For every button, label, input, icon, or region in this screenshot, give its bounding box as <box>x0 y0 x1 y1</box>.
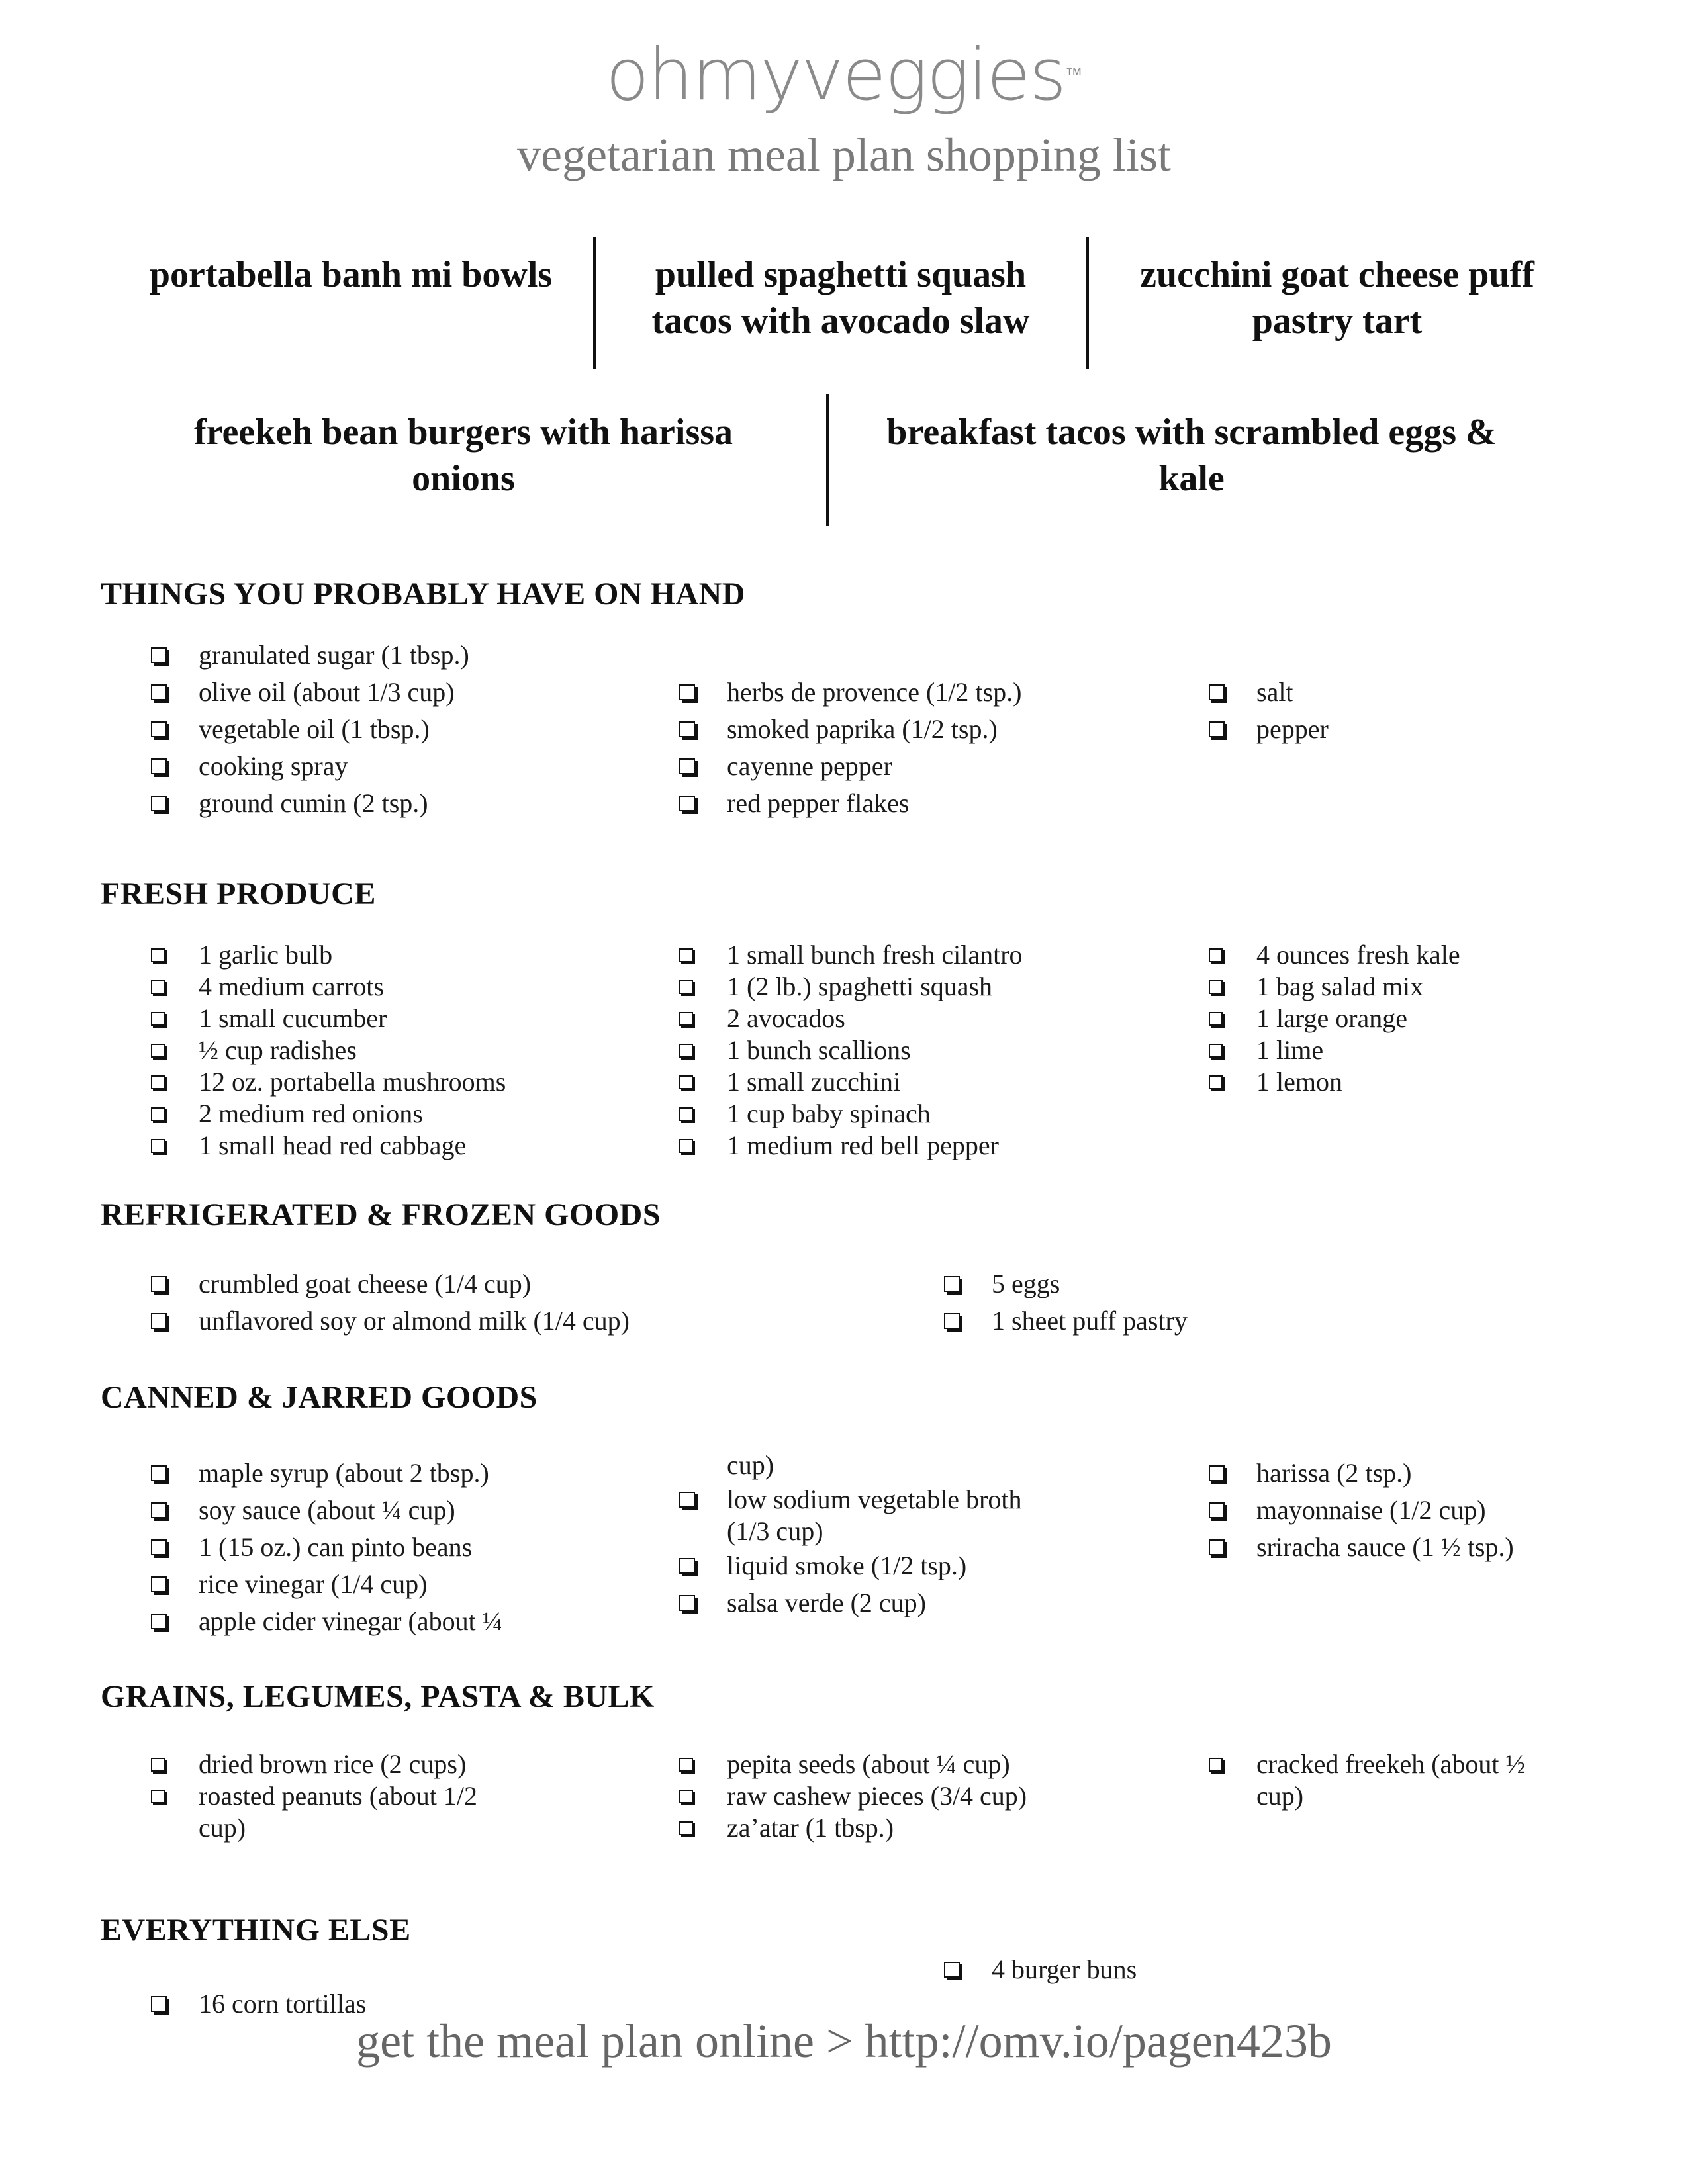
divider <box>826 394 829 526</box>
item-label: 1 (15 oz.) can pinto beans <box>199 1532 473 1562</box>
checkbox[interactable] <box>151 1139 165 1153</box>
checkbox[interactable] <box>1209 1012 1223 1026</box>
list-item <box>101 1492 630 1529</box>
canned-column-3 <box>1158 1455 1688 1566</box>
item-label: 4 medium carrots <box>199 972 384 1001</box>
checkbox[interactable] <box>679 796 695 811</box>
item-label: unflavored soy or almond milk (1/4 cup) <box>199 1306 630 1336</box>
item-label: salsa verde (2 cup) <box>727 1588 926 1617</box>
item-label: 1 small bunch fresh cilantro <box>727 940 1023 970</box>
checkbox[interactable] <box>679 948 693 962</box>
checkbox[interactable] <box>151 1502 167 1518</box>
meal-title: portabella banh mi bowls <box>149 254 553 295</box>
item-label: pepita seeds (about ¼ cup) <box>727 1749 1010 1779</box>
checkbox[interactable] <box>679 758 695 774</box>
checkbox[interactable] <box>151 1012 165 1026</box>
checkbox[interactable] <box>679 684 695 700</box>
list-item <box>629 1003 1158 1034</box>
list-item <box>101 1098 630 1130</box>
item-label: 4 burger buns <box>992 1954 1137 1984</box>
checkbox[interactable] <box>151 980 165 994</box>
list-item <box>101 1302 829 1340</box>
list-item <box>629 785 1158 822</box>
checkbox[interactable] <box>944 1313 960 1329</box>
list-item <box>1158 1034 1688 1066</box>
item-label: 2 avocados <box>727 1003 845 1033</box>
checkbox[interactable] <box>151 1996 167 2012</box>
item-label: 16 corn tortillas <box>199 1989 367 2019</box>
checkbox[interactable] <box>151 1758 165 1772</box>
list-item <box>894 1951 1423 1988</box>
checkbox[interactable] <box>679 721 695 737</box>
checkbox[interactable] <box>151 1790 165 1803</box>
list-item-continuation: cup) <box>1256 1781 1304 1811</box>
divider <box>1086 237 1089 369</box>
section-heading: CANNED & JARRED GOODS <box>101 1380 538 1415</box>
list-item <box>101 1566 630 1603</box>
list-item <box>101 1265 829 1302</box>
item-label: 1 lime <box>1256 1035 1324 1065</box>
list-item <box>629 1780 1158 1812</box>
list-item <box>629 674 1158 711</box>
list-item <box>101 674 630 711</box>
list-item <box>101 939 630 971</box>
item-label: granulated sugar (1 tbsp.) <box>199 640 469 670</box>
checkbox[interactable] <box>1209 1758 1223 1772</box>
list-item <box>629 1484 1158 1516</box>
item-label: 1 small head red cabbage <box>199 1130 467 1160</box>
list-item <box>1158 674 1688 711</box>
list-item <box>101 1003 630 1034</box>
list-item <box>629 1749 1158 1780</box>
page-subtitle: vegetarian meal plan shopping list <box>517 128 1171 181</box>
grains-column-2 <box>629 1749 1158 1844</box>
item-label: 1 cup baby spinach <box>727 1099 931 1128</box>
footer-link-text: get the meal plan online > http://omv.io/pagen423b <box>356 2015 1332 2068</box>
logo-text: ohmyveggies <box>605 34 1066 116</box>
list-item <box>101 1529 630 1566</box>
item-label: 1 small cucumber <box>199 1003 387 1033</box>
item-label: 1 medium red bell pepper <box>727 1130 999 1160</box>
produce-column-1 <box>101 939 630 1161</box>
checkbox[interactable] <box>151 758 167 774</box>
list-item-continuation: (1/3 cup) <box>727 1516 823 1546</box>
item-label: za’atar (1 tbsp.) <box>727 1813 894 1843</box>
list-item <box>1158 1529 1688 1566</box>
item-label: 2 medium red onions <box>199 1099 423 1128</box>
list-item <box>629 1066 1158 1098</box>
item-label: apple cider vinegar (about ¼ <box>199 1606 502 1636</box>
checkbox[interactable] <box>151 796 167 811</box>
list-item <box>101 1603 630 1640</box>
brand-logo <box>0 34 1688 116</box>
on-hand-column-1 <box>101 637 630 822</box>
item-label: liquid smoke (1/2 tsp.) <box>727 1551 967 1580</box>
item-label: olive oil (about 1/3 cup) <box>199 677 455 707</box>
item-label: sriracha sauce (1 ½ tsp.) <box>1256 1532 1514 1562</box>
list-item <box>101 1455 630 1492</box>
item-label: 1 bunch scallions <box>727 1035 911 1065</box>
list-item <box>101 1034 630 1066</box>
item-label: raw cashew pieces (3/4 cup) <box>727 1781 1027 1811</box>
list-item <box>629 971 1158 1003</box>
canned-column-1 <box>101 1455 630 1640</box>
checkbox[interactable] <box>1209 1502 1225 1518</box>
checkbox[interactable] <box>151 1044 165 1058</box>
checkbox[interactable] <box>679 1758 693 1772</box>
list-item <box>1158 711 1688 748</box>
else-column-2 <box>894 1951 1423 1988</box>
section-heading: REFRIGERATED & FROZEN GOODS <box>101 1197 661 1232</box>
checkbox[interactable] <box>679 980 693 994</box>
item-label: crumbled goat cheese (1/4 cup) <box>199 1269 532 1298</box>
list-item <box>1158 1003 1688 1034</box>
checkbox[interactable] <box>944 1962 960 1978</box>
checkbox[interactable] <box>151 684 167 700</box>
item-label: soy sauce (about ¼ cup) <box>199 1495 455 1525</box>
canned-column-2 <box>629 1449 1158 1621</box>
list-item <box>629 711 1158 748</box>
item-label: low sodium vegetable broth <box>727 1484 1022 1514</box>
item-label: 4 ounces fresh kale <box>1256 940 1460 970</box>
on-hand-column-3 <box>1158 674 1688 748</box>
item-label: 5 eggs <box>992 1269 1060 1298</box>
checkbox[interactable] <box>679 1075 693 1089</box>
list-item <box>1158 1492 1688 1529</box>
list-item <box>894 1302 1423 1340</box>
item-label: 1 garlic bulb <box>199 940 333 970</box>
divider <box>593 237 596 369</box>
checkbox[interactable] <box>1209 1075 1223 1089</box>
item-label: rice vinegar (1/4 cup) <box>199 1569 428 1599</box>
checkbox[interactable] <box>151 1276 167 1292</box>
item-label: harissa (2 tsp.) <box>1256 1458 1412 1488</box>
section-heading: EVERYTHING ELSE <box>101 1913 411 1948</box>
grains-column-1 <box>101 1749 630 1844</box>
checkbox[interactable] <box>679 1012 693 1026</box>
on-hand-column-2 <box>629 674 1158 822</box>
checkbox[interactable] <box>151 1075 165 1089</box>
checkbox[interactable] <box>679 1790 693 1803</box>
list-item <box>629 1547 1158 1584</box>
checkbox[interactable] <box>151 1539 167 1555</box>
item-label: herbs de provence (1/2 tsp.) <box>727 677 1022 707</box>
item-label: cracked freekeh (about ½ <box>1256 1749 1526 1779</box>
meal-title: zucchini goat cheese puff pastry tart <box>1140 254 1534 341</box>
checkbox[interactable] <box>679 1821 693 1835</box>
list-item <box>1158 1455 1688 1492</box>
list-item <box>101 1066 630 1098</box>
item-label: salt <box>1256 677 1293 707</box>
list-item <box>629 1098 1158 1130</box>
list-item <box>894 1265 1423 1302</box>
list-item <box>101 711 630 748</box>
item-label: 1 small zucchini <box>727 1067 901 1097</box>
list-item <box>629 1812 1158 1844</box>
item-label: 1 lemon <box>1256 1067 1342 1097</box>
item-label: smoked paprika (1/2 tsp.) <box>727 714 998 744</box>
checkbox[interactable] <box>679 1139 693 1153</box>
list-item <box>1158 1066 1688 1098</box>
list-item <box>101 1749 630 1780</box>
list-item <box>101 785 630 822</box>
checkbox[interactable] <box>679 1492 695 1508</box>
refrigerated-column-1 <box>101 1265 829 1340</box>
produce-column-2 <box>629 939 1158 1161</box>
section-heading: GRAINS, LEGUMES, PASTA & BULK <box>101 1679 655 1714</box>
checkbox[interactable] <box>679 1107 693 1121</box>
item-label: 1 large orange <box>1256 1003 1408 1033</box>
checkbox[interactable] <box>151 721 167 737</box>
checkbox[interactable] <box>151 647 167 663</box>
checkbox[interactable] <box>151 948 165 962</box>
item-label: vegetable oil (1 tbsp.) <box>199 714 430 744</box>
list-item <box>101 1780 630 1812</box>
checkbox[interactable] <box>1209 980 1223 994</box>
item-label: 1 (2 lb.) spaghetti squash <box>727 972 993 1001</box>
checkbox[interactable] <box>151 1614 167 1629</box>
list-item <box>101 748 630 785</box>
checkbox[interactable] <box>1209 1044 1223 1058</box>
meal-title: breakfast tacos with scrambled eggs & kale <box>886 412 1497 499</box>
list-item <box>629 939 1158 971</box>
item-label: ground cumin (2 tsp.) <box>199 788 428 818</box>
item-label: mayonnaise (1/2 cup) <box>1256 1495 1486 1525</box>
item-label: ½ cup radishes <box>199 1035 357 1065</box>
item-label: 1 bag salad mix <box>1256 972 1424 1001</box>
list-item-continuation: cup) <box>727 1450 774 1480</box>
list-item-continuation: cup) <box>199 1813 246 1843</box>
list-item <box>101 971 630 1003</box>
item-label: 12 oz. portabella mushrooms <box>199 1067 506 1097</box>
list-item <box>1158 1749 1688 1780</box>
checkbox[interactable] <box>1209 1539 1225 1555</box>
section-heading: THINGS YOU PROBABLY HAVE ON HAND <box>101 576 745 612</box>
checkbox[interactable] <box>151 1107 165 1121</box>
item-label: pepper <box>1256 714 1329 744</box>
item-label: dried brown rice (2 cups) <box>199 1749 467 1779</box>
item-label: roasted peanuts (about 1/2 <box>199 1781 477 1811</box>
meal-title: pulled spaghetti squash tacos with avocado slaw <box>651 254 1030 341</box>
item-label: red pepper flakes <box>727 788 910 818</box>
trademark-mark: ™ <box>1065 65 1083 85</box>
checkbox[interactable] <box>151 1465 167 1481</box>
list-item <box>629 748 1158 785</box>
list-item <box>101 637 630 674</box>
meal-title: freekeh bean burgers with harissa onions <box>193 412 733 499</box>
checkbox[interactable] <box>944 1276 960 1292</box>
grains-column-3 <box>1158 1749 1688 1812</box>
list-item <box>1158 971 1688 1003</box>
list-item <box>101 1130 630 1161</box>
item-label: cooking spray <box>199 751 348 781</box>
checkbox[interactable] <box>679 1595 695 1611</box>
checkbox[interactable] <box>151 1313 167 1329</box>
checkbox[interactable] <box>679 1558 695 1574</box>
item-label: 1 sheet puff pastry <box>992 1306 1188 1336</box>
list-item <box>629 1584 1158 1621</box>
produce-column-3 <box>1158 939 1688 1098</box>
item-label: cayenne pepper <box>727 751 892 781</box>
checkbox[interactable] <box>1209 684 1225 700</box>
list-item <box>629 1034 1158 1066</box>
checkbox[interactable] <box>1209 721 1225 737</box>
checkbox[interactable] <box>1209 1465 1225 1481</box>
refrigerated-column-2 <box>894 1265 1423 1340</box>
item-label: maple syrup (about 2 tbsp.) <box>199 1458 489 1488</box>
checkbox[interactable] <box>679 1044 693 1058</box>
list-item <box>629 1130 1158 1161</box>
checkbox[interactable] <box>1209 948 1223 962</box>
checkbox[interactable] <box>151 1576 167 1592</box>
section-heading: FRESH PRODUCE <box>101 876 376 911</box>
list-item <box>1158 939 1688 971</box>
